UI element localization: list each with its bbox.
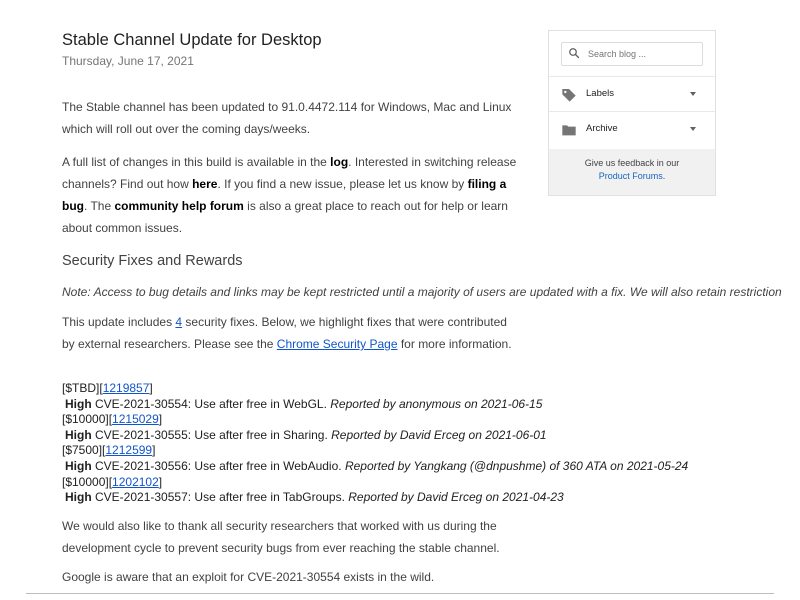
cve-reward-row: [$10000][1202102] (62, 474, 163, 489)
chevron-down-icon (690, 127, 696, 131)
bug-link[interactable]: 1219857 (102, 381, 150, 395)
post-date: Thursday, June 17, 2021 (62, 54, 194, 68)
bug-link[interactable]: 1212599 (105, 443, 153, 458)
security-paragraph: This update includes 4 security fixes. Below, we highlight fixes that were contributed by external researchers. Please see the Chrome Security Page for more information. (62, 315, 512, 351)
archive-label: Archive (586, 123, 618, 134)
feedback-box: Give us feedback in our Product Forums. (549, 149, 715, 195)
exploit-paragraph: Google is aware that an exploit for CVE-2021-30554 exists in the wild. (62, 570, 435, 584)
filing-bug-link[interactable]: filing a bug (62, 177, 507, 213)
cve-list (62, 381, 688, 506)
cve-credit: Reported by David Erceg on 2021-06-01 (331, 427, 547, 442)
search-input[interactable] (586, 45, 700, 63)
chrome-security-page-link[interactable]: Chrome Security Page (276, 337, 398, 351)
cve-detail-row: High CVE-2021-30556: Use after free in WebAudio. Reported by Yangkang (@dnpushme) of 360 ATA on 2021-05-24 (65, 458, 689, 473)
intro-paragraph: The Stable channel has been updated to 91.0.4472.114 for Windows, Mac and Linux which will roll out over the coming days/weeks. (62, 100, 512, 136)
channels-here-link[interactable]: here (192, 177, 218, 191)
cve-credit: Reported by David Erceg on 2021-04-23 (348, 490, 564, 505)
cve-detail-row: High CVE-2021-30554: Use after free in WebGL. Reported by anonymous on 2021-06-15 (65, 396, 543, 411)
severity-label: High (65, 458, 92, 473)
cve-credit: Reported by anonymous on 2021-06-15 (330, 396, 543, 411)
search-box[interactable] (561, 42, 703, 66)
cve-reward-row: [$TBD][1219857] (62, 381, 153, 395)
cve-detail-row: High CVE-2021-30555: Use after free in Sharing. Reported by David Erceg on 2021-06-01 (65, 427, 547, 442)
post-title: Stable Channel Update for Desktop (62, 31, 322, 49)
labels-dropdown[interactable] (549, 77, 715, 111)
sidebar (548, 30, 716, 196)
restriction-note: Note: Access to bug details and links may be kept restricted until a majority of users are updated with a fix. We will also retain restriction (62, 285, 782, 299)
thanks-paragraph: We would also like to thank all security researchers that worked with us during the development cycle to prevent security bugs from ever reaching the stable channel. (62, 519, 500, 555)
chevron-down-icon (690, 92, 696, 96)
product-forums-link[interactable]: Product Forums (598, 171, 663, 181)
log-link[interactable]: log (330, 155, 349, 169)
severity-label: High (65, 427, 92, 442)
footer-divider (26, 593, 774, 594)
label-tag-icon (561, 87, 577, 103)
archive-dropdown[interactable] (549, 112, 715, 146)
severity-label: High (65, 490, 92, 505)
search-icon (568, 47, 580, 59)
cve-detail-row: High CVE-2021-30557: Use after free in TabGroups. Reported by David Erceg on 2021-04-23 (65, 490, 564, 505)
community-forum-link[interactable]: community help forum (114, 199, 244, 213)
changes-paragraph: A full list of changes in this build is available in the log. Interested in switching release channels? Find out how here. If you find a new issue, please let us know by filing a bug. The community help forum is also a great place to reach out for help or learn about common issues. (62, 155, 517, 235)
labels-label: Labels (586, 88, 614, 99)
fix-count-link[interactable]: 4 (175, 315, 183, 329)
cve-reward-row: [$10000][1215029] (62, 412, 163, 427)
folder-icon (561, 122, 577, 138)
section-heading: Security Fixes and Rewards (62, 253, 243, 269)
severity-label: High (65, 396, 92, 411)
cve-credit: Reported by Yangkang (@dnpushme) of 360 ATA on 2021-05-24 (344, 458, 689, 473)
cve-reward-row: [$7500][1212599] (62, 443, 156, 458)
bug-link[interactable]: 1215029 (112, 412, 159, 427)
bug-link[interactable]: 1202102 (112, 474, 159, 489)
